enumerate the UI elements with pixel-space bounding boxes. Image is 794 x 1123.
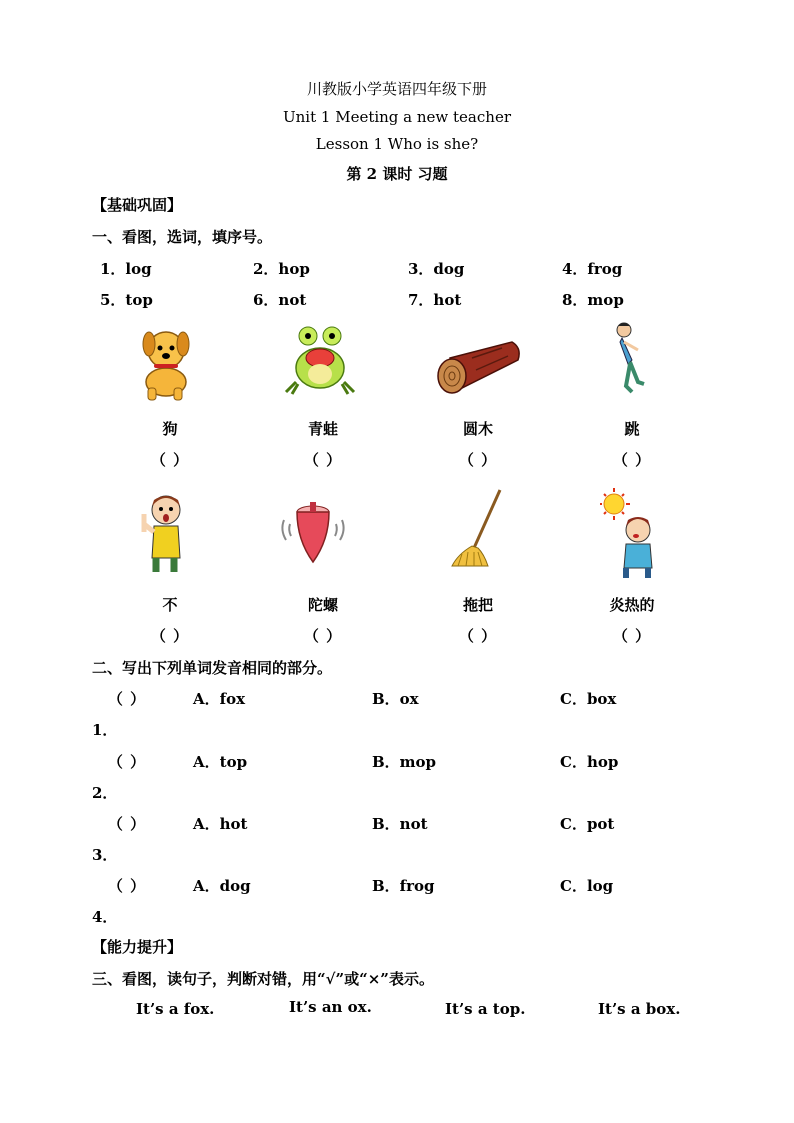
picture-caption: 圆木 [462, 420, 493, 438]
word-option: 2．hop [253, 260, 310, 278]
sentence: It’s a box. [598, 1000, 681, 1018]
answer-blank[interactable]: （ ） [612, 627, 652, 645]
word-option: 3．dog [408, 260, 465, 278]
picture-caption: 跳 [624, 420, 640, 438]
choice-a: A．hot [193, 815, 248, 833]
hot-sun-boy-icon [600, 488, 660, 578]
word-option: 1．log [100, 260, 152, 278]
picture-caption: 拖把 [462, 596, 493, 614]
frog-icon [284, 322, 356, 396]
answer-blank[interactable]: （ ） [303, 451, 343, 469]
answer-blank[interactable]: （ ） [107, 753, 147, 771]
answer-blank[interactable]: （ ） [458, 451, 498, 469]
question-number: 3． [92, 846, 118, 864]
answer-blank[interactable]: （ ） [458, 627, 498, 645]
hopping-boy-icon [610, 320, 650, 402]
answer-blank[interactable]: （ ） [150, 451, 190, 469]
picture-caption: 狗 [162, 420, 178, 438]
picture-caption: 青蛙 [307, 420, 338, 438]
word-option: 4．frog [562, 260, 623, 278]
choice-c: C．box [560, 690, 617, 708]
q1-title: 一、看图，选词，填序号。 [92, 228, 273, 246]
lesson-title: Lesson 1 Who is she? [315, 135, 479, 153]
word-option: 8．mop [562, 291, 624, 309]
choice-b: B．not [372, 815, 428, 833]
answer-blank[interactable]: （ ） [107, 690, 147, 708]
spinning-top-icon [278, 500, 348, 566]
picture-caption: 炎热的 [609, 596, 655, 614]
word-option: 5．top [100, 291, 153, 309]
unit-title: Unit 1 Meeting a new teacher [283, 108, 511, 126]
sentence: It’s a top. [445, 1000, 526, 1018]
picture-caption: 陀螺 [307, 596, 338, 614]
choice-c: C．pot [560, 815, 615, 833]
question-number: 4． [92, 908, 118, 926]
answer-blank[interactable]: （ ） [107, 815, 147, 833]
question-number: 2． [92, 784, 118, 802]
section-basic-heading: 【基础巩固】 [92, 196, 183, 214]
choice-c: C．log [560, 877, 614, 895]
boy-refusing-icon [138, 492, 188, 574]
period-title: 第 2 课时 习题 [346, 165, 448, 183]
choice-c: C．hop [560, 753, 619, 771]
mop-icon [448, 488, 508, 570]
word-option: 6．not [253, 291, 307, 309]
picture-caption: 不 [162, 596, 178, 614]
log-icon [432, 338, 524, 396]
answer-blank[interactable]: （ ） [150, 627, 190, 645]
section-advanced-heading: 【能力提升】 [92, 938, 183, 956]
choice-a: A．fox [193, 690, 246, 708]
question-number: 1． [92, 721, 118, 739]
choice-a: A．dog [193, 877, 251, 895]
doc-title: 川教版小学英语四年级下册 [306, 80, 487, 98]
answer-blank[interactable]: （ ） [107, 877, 147, 895]
q2-title: 二、写出下列单词发音相同的部分。 [92, 659, 333, 677]
answer-blank[interactable]: （ ） [303, 627, 343, 645]
q3-title: 三、看图，读句子，判断对错，用“√”或“×”表示。 [92, 970, 434, 988]
choice-a: A．top [193, 753, 248, 771]
sentence: It’s a fox. [136, 1000, 215, 1018]
answer-blank[interactable]: （ ） [612, 451, 652, 469]
word-option: 7．hot [408, 291, 462, 309]
choice-b: B．mop [372, 753, 437, 771]
choice-b: B．ox [372, 690, 419, 708]
choice-b: B．frog [372, 877, 435, 895]
sentence: It’s an ox. [289, 998, 372, 1016]
dog-icon [132, 322, 198, 402]
